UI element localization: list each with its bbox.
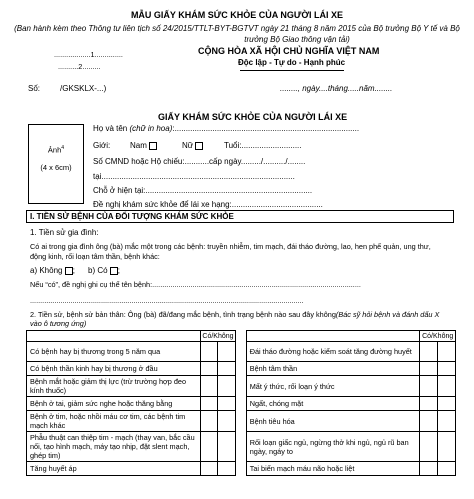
photo-box [28, 124, 84, 204]
col-header-right: Có/Không [420, 331, 456, 342]
family-yes-option[interactable]: b) Có ; [88, 266, 121, 275]
condition-label: Bệnh tiêu hóa [246, 411, 420, 432]
no-cell[interactable] [218, 397, 236, 411]
yes-cell[interactable] [420, 397, 438, 411]
spacer-cell [236, 432, 246, 462]
table-row [27, 362, 456, 376]
condition-label: Tăng huyết áp [27, 462, 201, 476]
condition-label: Tai biến mạch máu não hoặc liệt [246, 462, 420, 476]
number-value: /GKSKLX-...) [60, 84, 107, 93]
yes-cell[interactable] [420, 376, 438, 397]
family-question-line1: Có ai trong gia đình ông (bà) mắc một trong các bệnh: truyền nhiễm, tim mạch, đái tháo đường, lao, hen phế quản, ung thư, [30, 242, 431, 251]
no-cell[interactable] [218, 432, 236, 462]
yes-cell[interactable] [200, 411, 218, 432]
gender-label: Giới: [93, 141, 111, 150]
section-heading: I. TIỀN SỬ BỆNH CỦA ĐỐI TƯỢNG KHÁM SỨC KHỎE [30, 212, 234, 221]
id-field[interactable]: Số CMND hoặc Hộ chiếu:...........cấp ngày........./........../........ [93, 157, 306, 166]
no-cell[interactable] [438, 462, 456, 476]
spacer-cell [236, 411, 246, 432]
spacer-cell [236, 342, 246, 362]
name-field[interactable]: Họ và tên (chữ in hoa):................................................................................... [93, 124, 360, 133]
no-cell[interactable] [438, 362, 456, 376]
self-history-heading: 2. Tiền sử, bệnh sử bản thân: Ông (bà) đã/đang mắc bệnh, tình trạng bệnh nào sau đây không(Bác sỹ hỏi bệnh và đánh dấu X [30, 310, 440, 319]
no-cell[interactable] [218, 462, 236, 476]
male-checkbox [149, 142, 157, 150]
no-cell[interactable] [218, 362, 236, 376]
number-label: Số: [28, 84, 41, 93]
yes-cell[interactable] [420, 462, 438, 476]
table-row [27, 411, 456, 432]
table-row [27, 342, 456, 362]
family-detail-line[interactable]: Nếu “có”, đề nghị ghi cụ thể tên bệnh:....................................................................................................... [30, 280, 361, 289]
facility-line: ..........2......... [58, 62, 101, 71]
age-field[interactable]: Tuổi:........................... [224, 141, 302, 150]
license-class-field[interactable]: Đề nghị khám sức khỏe để lái xe hạng:......................................... [93, 200, 323, 209]
no-cell[interactable] [218, 411, 236, 432]
condition-label: Đái tháo đường hoặc kiểm soát tăng đường huyết [246, 342, 420, 362]
self-history-hint: vào ô tương ứng) [30, 319, 87, 328]
family-history-heading: 1. Tiền sử gia đình: [30, 228, 99, 237]
national-heading: CỘNG HÒA XÃ HỘI CHỦ NGHĨA VIỆT NAM [198, 46, 380, 56]
family-yes-checkbox [110, 267, 118, 275]
medical-history-table [26, 330, 456, 476]
yes-cell[interactable] [420, 362, 438, 376]
yes-cell[interactable] [420, 342, 438, 362]
condition-label: Ngất, chóng mặt [246, 397, 420, 411]
yes-cell[interactable] [200, 376, 218, 397]
motto-underline [240, 70, 344, 71]
issuance-note-line2: trưởng Bộ Giao thông vận tải) [244, 35, 350, 44]
document-title: GIẤY KHÁM SỨC KHỎE CỦA NGƯỜI LÁI XE [158, 112, 348, 122]
no-cell[interactable] [438, 376, 456, 397]
family-question-line2: động kinh, rối loạn tâm thần, bệnh khác: [30, 252, 160, 261]
yes-cell[interactable] [200, 432, 218, 462]
condition-label: Bệnh ở tai, giảm sức nghe hoặc thăng bằng [27, 397, 201, 411]
spacer-cell [236, 362, 246, 376]
yes-cell[interactable] [200, 397, 218, 411]
no-cell[interactable] [438, 411, 456, 432]
yes-cell[interactable] [200, 342, 218, 362]
photo-size: (4 x 6cm) [40, 162, 72, 172]
family-no-option[interactable]: a) Không ; [30, 266, 75, 275]
national-motto: Độc lập - Tự do - Hạnh phúc [238, 58, 346, 67]
female-option[interactable]: Nữ [182, 141, 203, 150]
table-row [27, 397, 456, 411]
spacer-cell [236, 376, 246, 397]
date-line: ........, ngày....tháng.....năm........ [280, 84, 393, 93]
condition-label: Phẫu thuật can thiệp tim - mạch (thay van, bắc cầu nối, tạo hình mạch, máy tạo nhịp, đặt slent mạch, ghép tim) [27, 432, 201, 462]
spacer-cell [236, 462, 246, 476]
no-cell[interactable] [438, 432, 456, 462]
condition-label: Rối loạn giấc ngủ, ngừng thở khi ngủ, ngủ rũ ban ngày, ngáy to [246, 432, 420, 462]
condition-label: Mất ý thức, rối loạn ý thức [246, 376, 420, 397]
table-row [27, 462, 456, 476]
yes-cell[interactable] [200, 462, 218, 476]
address-field[interactable]: Chỗ ở hiện tại:........................................................................... [93, 186, 313, 195]
no-cell[interactable] [438, 397, 456, 411]
no-cell[interactable] [438, 342, 456, 362]
no-cell[interactable] [218, 376, 236, 397]
male-option[interactable]: Nam [130, 141, 157, 150]
spacer-cell [236, 397, 246, 411]
yes-cell[interactable] [420, 411, 438, 432]
issuing-agency-line: ..................1.............. [54, 50, 123, 59]
issuance-note-line1: (Ban hành kèm theo Thông tư liên tịch số 24/2015/TTLT-BYT-BGTVT ngày 21 tháng 8 năm 2015 của Bộ trưởng Bộ Y tế và Bộ [14, 24, 460, 33]
form-template-title: MẪU GIẤY KHÁM SỨC KHỎE CỦA NGƯỜI LÁI XE [130, 10, 344, 20]
table-row [27, 432, 456, 462]
photo-label: Ảnh$^4$ [47, 145, 65, 155]
condition-label: Có bệnh thần kinh hay bị thương ở đầu [27, 362, 201, 376]
family-no-checkbox [65, 267, 73, 275]
yes-cell[interactable] [200, 362, 218, 376]
col-header-left: Có/Không [200, 331, 236, 342]
condition-label: Bệnh tâm thần [246, 362, 420, 376]
female-checkbox [195, 142, 203, 150]
family-detail-dots[interactable]: ....................................................................................................................................... [30, 296, 304, 305]
yes-cell[interactable] [420, 432, 438, 462]
table-row [27, 376, 456, 397]
condition-label: Có bệnh hay bị thương trong 5 năm qua [27, 342, 201, 362]
condition-label: Bệnh mắt hoặc giảm thị lực (trừ trường hợp đeo kính thuốc) [27, 376, 201, 397]
condition-label: Bệnh ở tim, hoặc nhồi máu cơ tim, các bệnh tim mạch khác [27, 411, 201, 432]
no-cell[interactable] [218, 342, 236, 362]
issued-at-field[interactable]: tại....................................................................................... [93, 172, 295, 181]
